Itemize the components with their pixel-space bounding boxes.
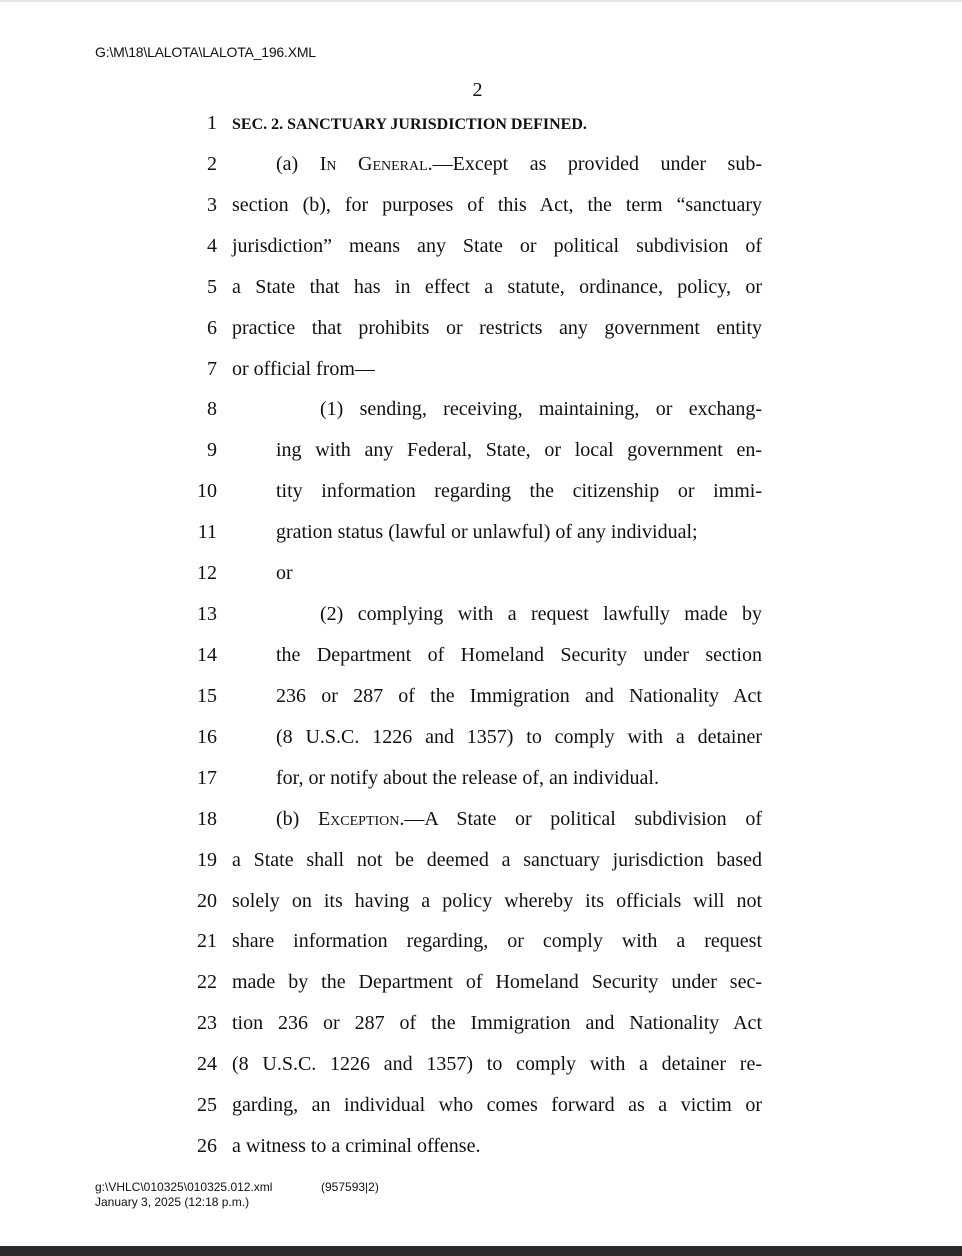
text-run: (2) complying with a request lawfully made by (320, 603, 762, 625)
text-line-12 (0, 558, 962, 588)
line-text (232, 967, 762, 997)
line-number: 2 (207, 152, 217, 175)
text-line-11 (0, 517, 962, 547)
line-number: 19 (197, 848, 217, 871)
text-line-3 (0, 190, 962, 220)
top-border (0, 0, 962, 2)
text-line-15 (0, 681, 962, 711)
text-run: .—A State or political subdivision of (399, 807, 762, 830)
text-line-26 (0, 1131, 962, 1161)
line-number: 18 (197, 807, 217, 830)
line-text (276, 476, 762, 506)
text-line-24 (0, 1049, 962, 1079)
text-line-1 (0, 108, 962, 138)
text-run: jurisdiction” means any State or political subdivision of (232, 234, 762, 257)
line-text (276, 722, 762, 752)
text-run: (8 U.S.C. 1226 and 1357) to comply with a detainer re- (232, 1053, 762, 1076)
line-text (232, 354, 762, 384)
line-text (232, 108, 762, 140)
text-run: a State shall not be deemed a sanctuary jurisdiction based (232, 848, 762, 871)
text-run: section (b), for purposes of this Act, the term “sanctuary (232, 193, 762, 216)
text-line-22 (0, 967, 962, 997)
text-line-23 (0, 1008, 962, 1038)
text-run: made by the Department of Homeland Security under sec- (232, 971, 762, 994)
text-line-19 (0, 845, 962, 875)
text-line-7 (0, 354, 962, 384)
text-run: garding, an individual who comes forward as a victim or (232, 1094, 762, 1117)
line-text (232, 149, 762, 179)
line-number: 10 (197, 480, 217, 503)
line-text (276, 394, 762, 424)
text-line-8 (0, 394, 962, 424)
line-text (232, 231, 762, 261)
line-number: 8 (207, 398, 217, 421)
text-line-5 (0, 272, 962, 302)
text-run: a witness to a criminal offense. (232, 1135, 481, 1157)
line-number: 3 (207, 193, 217, 216)
text-line-18 (0, 804, 962, 834)
footer-file: g:\VHLC\010325\010325.012.xml (95, 1180, 273, 1194)
line-text (276, 681, 762, 711)
text-run: the Department of Homeland Security under section (276, 644, 762, 666)
text-run: a State that has in effect a statute, ordinance, policy, or (232, 275, 762, 298)
line-number: 6 (207, 316, 217, 339)
text-line-2 (0, 149, 962, 179)
text-line-17 (0, 763, 962, 793)
line-text (232, 926, 762, 956)
text-line-4 (0, 231, 962, 261)
line-number: 25 (197, 1094, 217, 1117)
footer-date: January 3, 2025 (12:18 p.m.) (95, 1195, 250, 1209)
text-run: for, or notify about the release of, an individual. (276, 766, 659, 789)
text-line-16 (0, 722, 962, 752)
line-number: 13 (197, 603, 217, 625)
page-number: 2 (472, 79, 483, 101)
text-run: (8 U.S.C. 1226 and 1357) to comply with a detainer (276, 725, 762, 748)
line-number: 23 (197, 1012, 217, 1035)
line-text (276, 517, 762, 547)
text-line-14 (0, 640, 962, 670)
line-text (232, 313, 762, 343)
line-number: 15 (197, 684, 217, 707)
text-line-25 (0, 1090, 962, 1120)
line-text (232, 1008, 762, 1038)
line-number: 24 (197, 1053, 217, 1076)
bottom-bar (0, 1246, 962, 1256)
text-line-9 (0, 435, 962, 465)
line-number: 16 (197, 725, 217, 748)
text-line-6 (0, 313, 962, 343)
subsection-heading: Exception (317, 807, 400, 830)
text-run: (a) (276, 152, 320, 175)
line-number: 1 (207, 112, 217, 134)
text-line-20 (0, 886, 962, 916)
line-text (232, 1131, 762, 1161)
line-text (276, 763, 762, 793)
line-number: 17 (197, 766, 217, 789)
line-number: 21 (197, 930, 217, 953)
line-number: 14 (197, 644, 217, 666)
line-text (232, 1049, 762, 1079)
text-line-10 (0, 476, 962, 506)
line-number: 12 (197, 562, 217, 585)
line-number: 22 (197, 971, 217, 994)
line-text (276, 599, 762, 629)
line-text (232, 190, 762, 220)
line-text (276, 640, 762, 670)
line-text (232, 1090, 762, 1120)
header-file-path: G:\M\18\LALOTA\LALOTA_196.XML (95, 44, 316, 60)
footer (95, 1180, 379, 1210)
line-number: 20 (197, 889, 217, 912)
text-run: or (276, 562, 293, 585)
line-number: 7 (207, 357, 217, 380)
line-number: 5 (207, 275, 217, 298)
line-text (232, 886, 762, 916)
text-run: practice that prohibits or restricts any government entity (232, 316, 762, 339)
text-run: share information regarding, or comply with a request (232, 930, 762, 953)
text-line-13 (0, 599, 962, 629)
text-run: (1) sending, receiving, maintaining, or exchang- (320, 398, 762, 421)
footer-code: (957593|2) (321, 1180, 379, 1194)
line-text (232, 272, 762, 302)
text-run: (b) (276, 807, 318, 830)
text-run: or official from— (232, 357, 375, 380)
line-number: 4 (207, 234, 217, 257)
text-run: tion 236 or 287 of the Immigration and Nationality Act (232, 1012, 762, 1035)
text-run: gration status (lawful or unlawful) of any individual; (276, 521, 698, 544)
text-run: solely on its having a policy whereby its officials will not (232, 889, 762, 912)
line-text (276, 435, 762, 465)
line-text (232, 804, 762, 834)
section-heading: SEC. 2. SANCTUARY JURISDICTION DEFINED. (232, 116, 587, 133)
text-run: 236 or 287 of the Immigration and Nationality Act (276, 684, 762, 707)
text-run: ing with any Federal, State, or local government en- (276, 439, 762, 462)
subsection-heading: In General (319, 152, 428, 175)
line-number: 9 (207, 439, 217, 462)
line-text (276, 558, 762, 588)
text-run: tity information regarding the citizenship or immi- (276, 480, 762, 503)
line-number: 26 (197, 1135, 217, 1157)
text-line-21 (0, 926, 962, 956)
line-number: 11 (197, 521, 217, 544)
text-run: .—Except as provided under sub- (427, 152, 762, 175)
line-text (232, 845, 762, 875)
